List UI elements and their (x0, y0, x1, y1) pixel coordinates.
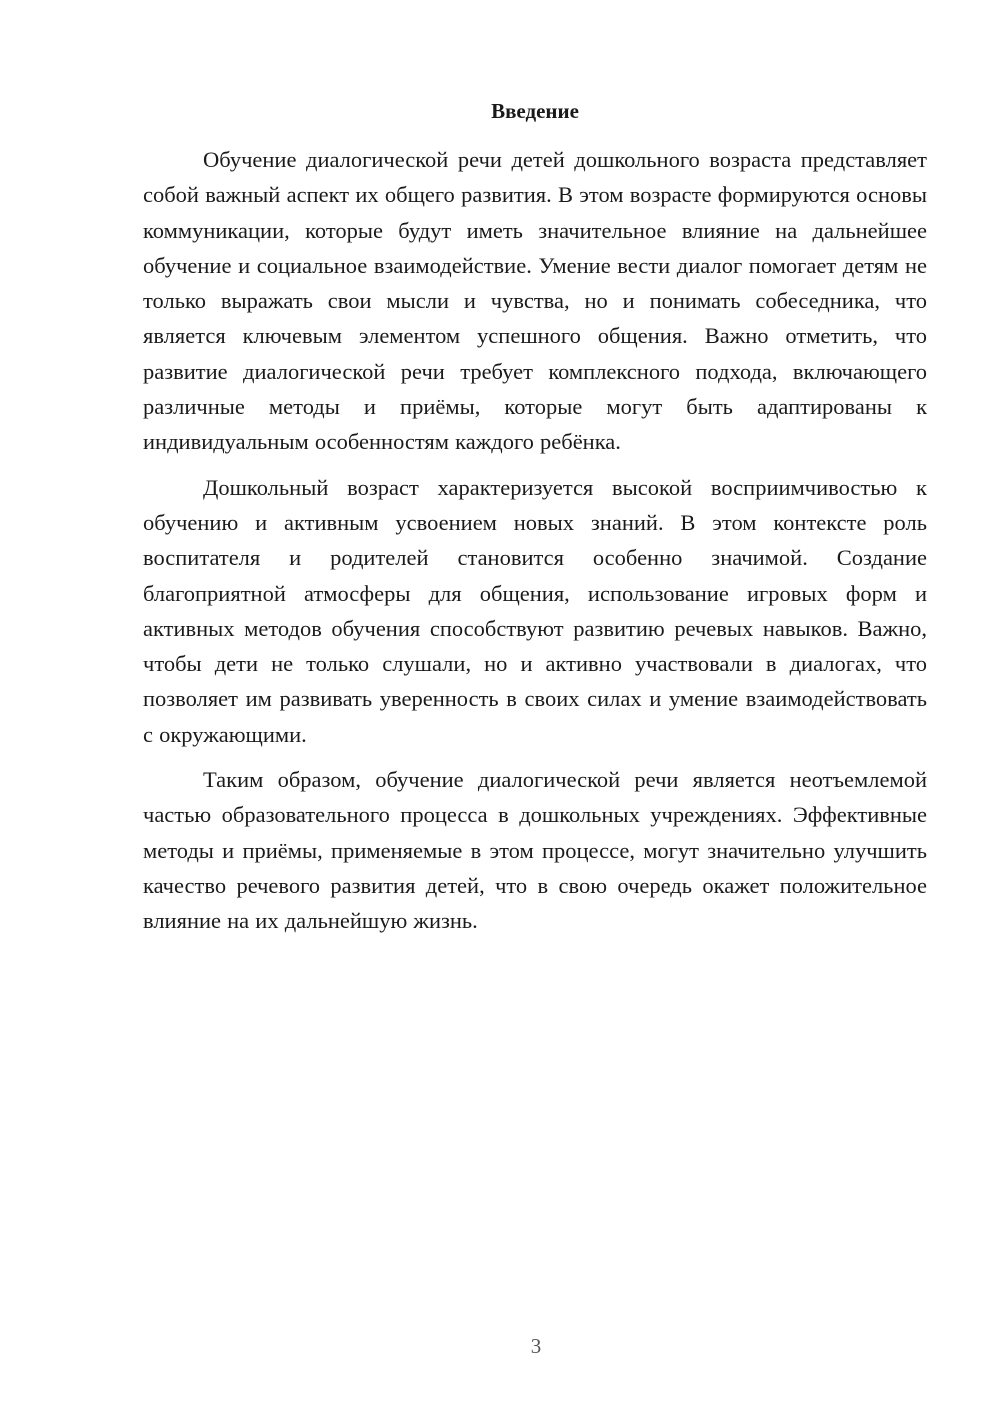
document-body (143, 142, 927, 939)
paragraph-3: Таким образом, обучение диалогической речи является неотъемлемой частью образовательного процесса в дошкольных учреждениях. Эффективные методы и приёмы, применяемые в этом процессе, могут значительно улучшить качество речевого развития детей, что в свою очередь окажет положительное влияние на их дальнейшую жизнь. (143, 767, 927, 934)
section-title: Введение (491, 99, 579, 123)
paragraph-1: Обучение диалогической речи детей дошкольного возраста представляет собой важный аспект их общего развития. В этом возрасте формируются основы коммуникации, которые будут иметь значительное влияние на дальнейшее обучение и социальное взаимодействие. Умение вести диалог помогает детям не только выражать свои мысли и чувства, но и понимать собеседника, что является ключевым элементом успешного общения. Важно отметить, что развитие диалогической речи требует комплексного подхода, включающего различные методы и приёмы, которые могут быть адаптированы к индивидуальным особенностям каждого ребёнка. (143, 147, 927, 455)
page-number: 3 (530, 1334, 542, 1358)
paragraph-2: Дошкольный возраст характеризуется высокой восприимчивостью к обучению и активным усвоением новых знаний. В этом контексте роль воспитателя и родителей становится особенно значимой. Создание благоприятной атмосферы для общения, использование игровых форм и активных методов обучения способствуют развитию речевых навыков. Важно, чтобы дети не только слушали, но и активно участвовали в диалогах, что позволяет им развивать уверенность в своих силах и умение взаимодействовать с окружающими. (143, 474, 927, 747)
